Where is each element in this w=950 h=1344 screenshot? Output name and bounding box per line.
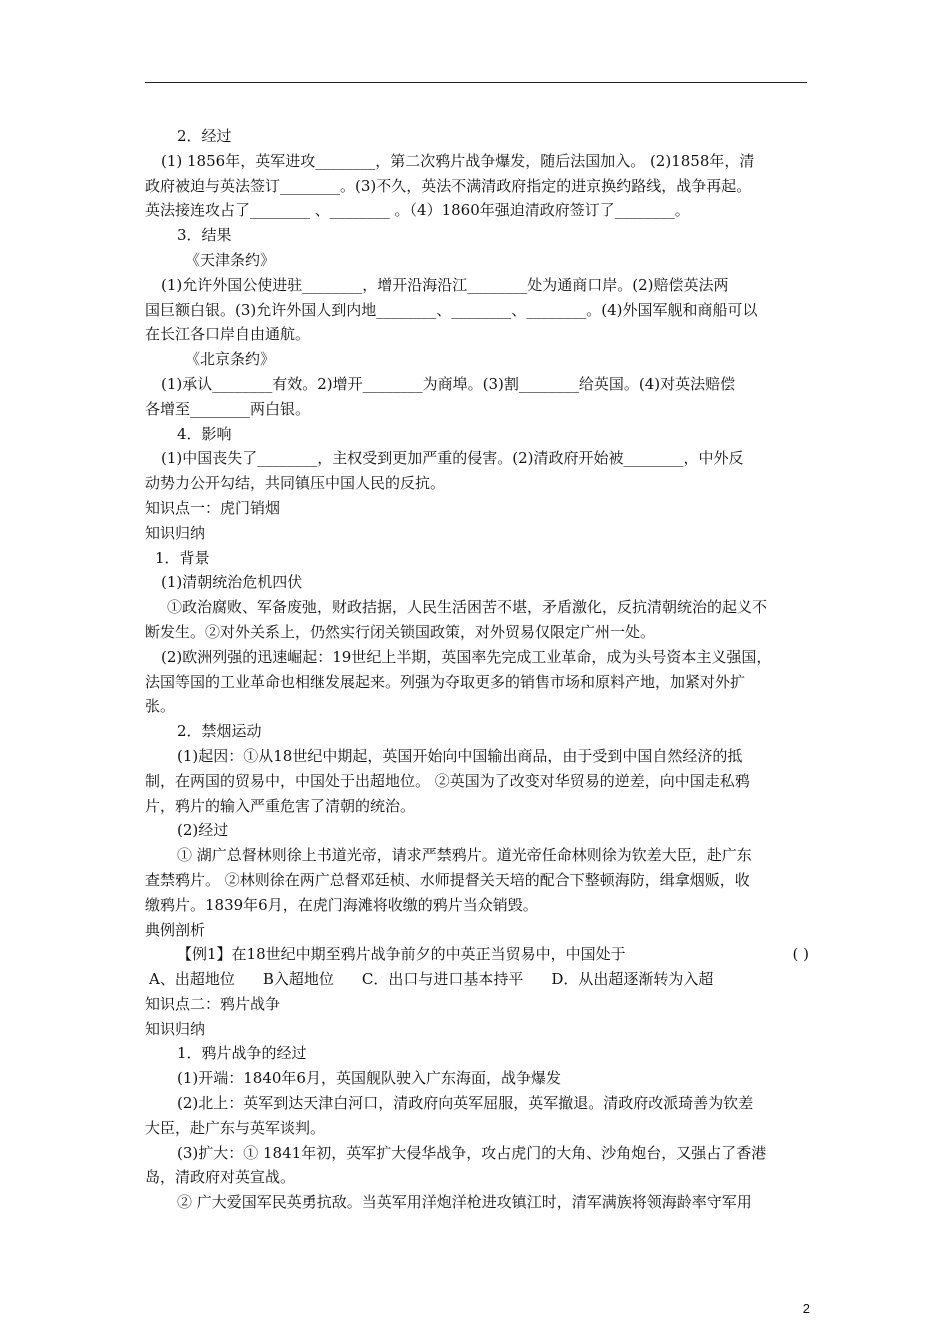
text-line: 动势力公开勾结，共同镇压中国人民的反抗。 — [145, 474, 446, 493]
heading-background: 1．背景 — [155, 548, 210, 567]
text-line: ①政治腐败、军备废弛，财政拮据，人民生活困苦不堪，矛盾激化，反抗清朝统治的起义不 — [167, 598, 768, 617]
heading-result: 3．结果 — [177, 226, 232, 245]
option-a: A、出超地位 — [149, 970, 235, 989]
option-b: B入超地位 — [262, 970, 334, 989]
text-line: (1)承认________有效。2)增开________为商埠。(3)割________给英国。(4)对英法赔偿 — [161, 374, 736, 393]
subsection-title: 知识归纳 — [145, 1019, 206, 1038]
treaty-title-beijing: 《北京条约》 — [185, 350, 276, 369]
text-line: (1) 1856年，英军进攻________，第二次鸦片战争爆发，随后法国加入。 (2)1858年，清 — [161, 151, 755, 170]
text-line: 在长江各口岸自由通航。 — [145, 325, 311, 344]
answer-bracket: ( ) — [792, 945, 809, 964]
text-line: 国巨额白银。(3)允许外国人到内地________、________、________。(4)外国军舰和商船可以 — [145, 300, 758, 319]
page-number: 2 — [802, 1301, 810, 1316]
example-question-text: 【例1】在18世纪中期至鸦片战争前夕的中英正当贸易中，中国处于 — [177, 945, 626, 964]
text-line: (3)扩大：① 1841年初，英军扩大侵华战争，攻占虎门的大角、沙角炮台，又强占了香港 — [177, 1143, 767, 1162]
text-line: (1)清朝统治危机四伏 — [161, 573, 303, 592]
text-line: (1)允许外国公使进驻________，增开沿海沿江________处为通商口岸。(2)赔偿英法两 — [161, 275, 729, 294]
heading-process: 2．经过 — [177, 127, 232, 145]
text-line: 查禁鸦片。 ②林则徐在两广总督邓廷桢、水师提督关天培的配合下整顿海防，缉拿烟贩，收 — [145, 870, 750, 889]
text-line: (1)中国丧失了________，主权受到更加严重的侵害。(2)清政府开始被________，中外反 — [161, 449, 744, 468]
text-line: 法国等国的工业革命也相继发展起来。列强为夺取更多的销售市场和原料产地，加紧对外扩 — [145, 672, 746, 691]
text-line: (1)开端：1840年6月，英国舰队驶入广东海面，战争爆发 — [177, 1069, 561, 1088]
text-line: 断发生。②对外关系上，仍然实行闭关锁国政策，对外贸易仅限定广州一处。 — [145, 622, 656, 641]
text-line: (2)经过 — [177, 821, 229, 840]
subsection-title: 知识归纳 — [145, 523, 206, 542]
text-line: 英法接连攻占了________ 、________ 。（4）1860年强迫清政府签订了________。 — [145, 201, 690, 220]
option-d: D．从出超逐渐转为入超 — [551, 970, 714, 989]
text-line: 制，在两国的贸易中，中国处于出超地位。 ②英国为了改变对华贸易的逆差，向中国走私鸦 — [145, 771, 750, 790]
text-line: ① 湖广总督林则徐上书道光帝，请求严禁鸦片。道光帝任命林则徐为钦差大臣，赴广东 — [177, 846, 752, 865]
option-c: C．出口与进口基本持平 — [361, 970, 524, 989]
example-options — [145, 967, 809, 992]
section-title-knowledge-point-1: 知识点一：虎门销烟 — [145, 498, 281, 517]
heading-war-process: 1．鸦片战争的经过 — [177, 1044, 307, 1063]
text-line: 张。 — [145, 697, 176, 716]
text-line: 大臣，赴广东与英军谈判。 — [145, 1118, 326, 1137]
treaty-title-tianjin: 《天津条约》 — [185, 250, 276, 269]
example-question — [145, 942, 809, 967]
heading-opium-ban: 2．禁烟运动 — [177, 722, 262, 741]
page-content — [145, 124, 809, 1215]
text-line: 政府被迫与英法签订________。(3)不久，英法不满清政府指定的进京换约路线，战争再起。 — [145, 176, 752, 195]
section-title-knowledge-point-2: 知识点二：鸦片战争 — [145, 994, 281, 1013]
text-line: 缴鸦片。1839年6月，在虎门海滩将收缴的鸦片当众销毁。 — [145, 895, 538, 914]
text-line: 片，鸦片的输入严重危害了清朝的统治。 — [145, 796, 416, 815]
heading-impact: 4．影响 — [177, 424, 232, 443]
text-line: (1)起因：①从18世纪中期起，英国开始向中国输出商品，由于受到中国自然经济的抵 — [177, 746, 743, 765]
text-line: (2)欧洲列强的迅速崛起：19世纪上半期，英国率先完成工业革命，成为头号资本主义强国， — [161, 647, 772, 666]
text-line: 岛，清政府对英宣战。 — [145, 1168, 296, 1187]
section-title-example: 典例剖析 — [145, 920, 206, 939]
text-line: 各增至________两白银。 — [145, 399, 311, 418]
header-rule — [145, 82, 807, 83]
text-line: ② 广大爱国军民英勇抗敌。当英军用洋炮洋枪进攻镇江时，清军满族将领海龄率守军用 — [177, 1193, 752, 1212]
text-line: (2)北上：英军到达天津白河口，清政府向英军屈服，英军撤退。清政府改派琦善为钦差 — [177, 1094, 754, 1113]
